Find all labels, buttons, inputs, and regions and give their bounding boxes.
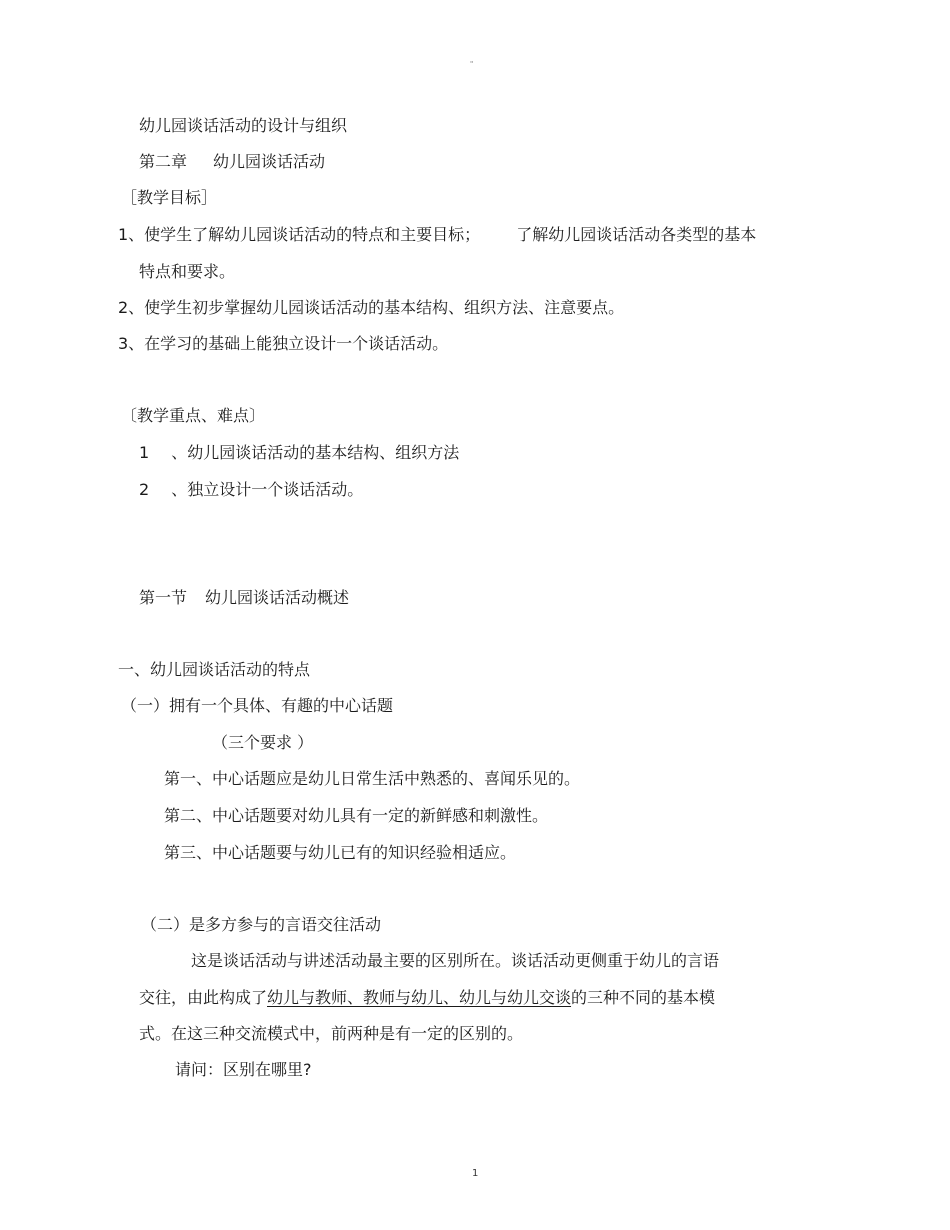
question-line: 请问：区别在哪里?	[175, 1060, 312, 1079]
key-point-text: 、独立设计一个谈话活动。	[171, 480, 364, 499]
objective-item-1-part-b: 了解幼儿园谈话活动各类型的基本	[516, 225, 757, 244]
key-points-heading: 〔教学重点、难点〕	[121, 406, 266, 425]
document-title: 幼儿园谈话活动的设计与组织	[139, 116, 348, 135]
objective-item-1-part-a: 1、使学生了解幼儿园谈话活动的特点和主要目标；	[118, 225, 481, 244]
key-point-number: 2	[139, 480, 150, 499]
requirements-note: （三个要求 ）	[212, 733, 314, 752]
objective-item-2: 2、使学生初步掌握幼儿园谈话活动的基本结构、组织方法、注意要点。	[118, 298, 625, 317]
key-point-number: 1	[139, 443, 150, 462]
section-name: 幼儿园谈话活动概述	[205, 588, 350, 607]
chapter-heading	[139, 152, 325, 172]
chapter-number: 第二章	[139, 152, 188, 171]
objective-item-1-continued: 特点和要求。	[139, 262, 236, 281]
objectives-heading: ［教学目标］	[121, 188, 218, 207]
paragraph-line-2-end: 的三种不同的基本模	[571, 988, 716, 1007]
objective-item-1	[118, 225, 756, 245]
objective-item-3: 3、在学习的基础上能独立设计一个谈话活动。	[118, 334, 449, 353]
chapter-name: 幼儿园谈话活动	[213, 152, 326, 171]
key-point-text: 、幼儿园谈话活动的基本结构、组织方法	[171, 443, 460, 462]
features-heading: 一、幼儿园谈话活动的特点	[118, 660, 311, 679]
paragraph-line-2	[139, 988, 715, 1008]
underlined-modes: 幼儿与教师、教师与幼儿、幼儿与幼儿交谈	[267, 988, 572, 1007]
paragraph-line-1: 这是谈话活动与讲述活动最主要的区别所在。谈话活动更侧重于幼儿的言语	[191, 951, 720, 970]
subsection-2-heading: （二）是多方参与的言语交往活动	[141, 915, 382, 934]
section-number: 第一节	[139, 588, 188, 607]
section-heading	[139, 588, 349, 608]
paragraph-line-3: 式。在这三种交流模式中，前两种是有一定的区别的。	[139, 1024, 524, 1043]
requirement-item-1: 第一、中心话题应是幼儿日常生活中熟悉的、喜闻乐见的。	[164, 769, 581, 788]
paragraph-line-2-start: 交往，由此构成了	[139, 988, 268, 1007]
requirement-item-3: 第三、中心话题要与幼儿已有的知识经验相适应。	[164, 843, 517, 862]
subsection-1-heading: （一）拥有一个具体、有趣的中心话题	[121, 696, 394, 715]
key-point-item-1	[139, 443, 459, 463]
key-point-item-2	[139, 480, 363, 500]
page-number: 1	[472, 1168, 479, 1179]
header-mark: "	[470, 60, 474, 68]
requirement-item-2: 第二、中心话题要对幼儿具有一定的新鲜感和刺激性。	[164, 806, 549, 825]
